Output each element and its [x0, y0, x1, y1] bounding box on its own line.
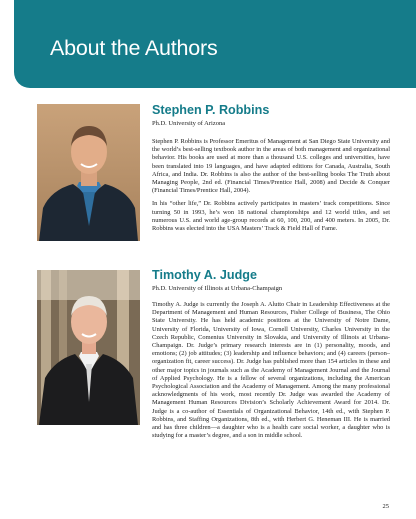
- bio-paragraph: Timothy A. Judge is currently the Joseph A. Alutto Chair in Leadership Effectiveness at the Department of Management and Human Resources, Fisher College of Business, The Ohio State University. He has held academic positions at the University of Notre Dame, University of Florida, University of Iowa, Cornell University, Charles University in the Czech Republic, Comenius University in Slovakia, and University of Illinois at Urbana-Champaign. Dr. Judge’s primary research interests are in (1) personality, moods, and emotions; (2) job attitudes; (3) leadership and influence behaviors; and (4) careers (person–organization fit, career success). Dr. Judge has published more than 154 articles in these and other major topics in journals such as the Academy of Management Journal and the Journal of Applied Psychology. He is a fellow of several organizations, including the American Psychological Association and the Academy of Management. Among the many professional acknowledgments of his work, most recently Dr. Judge was awarded the Academy of Management Human Resources Division’s Scholarly Achievement Award for 2014. Dr. Judge is a co-author of Essentials of Organizational Behavior, 14th ed., with Stephen P. Robbins, and Staffing Organizations, 8th ed., with Herbert G. Heneman III. He is married and has three children—a daughter who is a health care social worker, a daughter who is studying for a master’s degree, and a son in middle school.: [152, 301, 390, 440]
- page-number: 25: [382, 503, 389, 510]
- author-bio-judge: [152, 268, 390, 440]
- portrait-image: [37, 270, 140, 425]
- author-affiliation: Ph.D. University of Illinois at Urbana-Champaign: [152, 285, 283, 292]
- author-affiliation: Ph.D. University of Arizona: [152, 120, 226, 127]
- header-banner: [14, 0, 416, 88]
- portrait-image: [37, 104, 140, 241]
- author-photo-robbins: [37, 104, 140, 241]
- author-name: Timothy A. Judge: [152, 268, 257, 282]
- page-title: About the Authors: [50, 36, 218, 60]
- bio-paragraph: Stephen P. Robbins is Professor Emeritus of Management at San Diego State University and the world’s best-selling textbook author in the areas of both management and organizational behavior. His books are used at more than a thousand U.S. colleges and universities, have been translated into 19 languages, and have adapted editions for Canada, Australia, South Africa, and India. Dr. Robbins is also the author of the best-selling books The Truth about Managing People, 2nd ed. (Financial Times/Prentice Hall, 2008) and Decide & Conquer (Financial Times/Prentice Hall, 2004).: [152, 138, 390, 195]
- author-bio-robbins: [152, 103, 390, 233]
- author-photo-judge: [37, 270, 140, 425]
- bio-paragraph: In his “other life,” Dr. Robbins actively participates in masters’ track competitions. Since turning 50 in 1993, he’s won 18 national championships and 12 world titles, and set numerous U.S. and world age-group records at 60, 100, 200, and 400 meters. In 2005, Dr. Robbins was elected into the USA Masters’ Track & Field Hall of Fame.: [152, 200, 390, 233]
- author-name: Stephen P. Robbins: [152, 103, 270, 117]
